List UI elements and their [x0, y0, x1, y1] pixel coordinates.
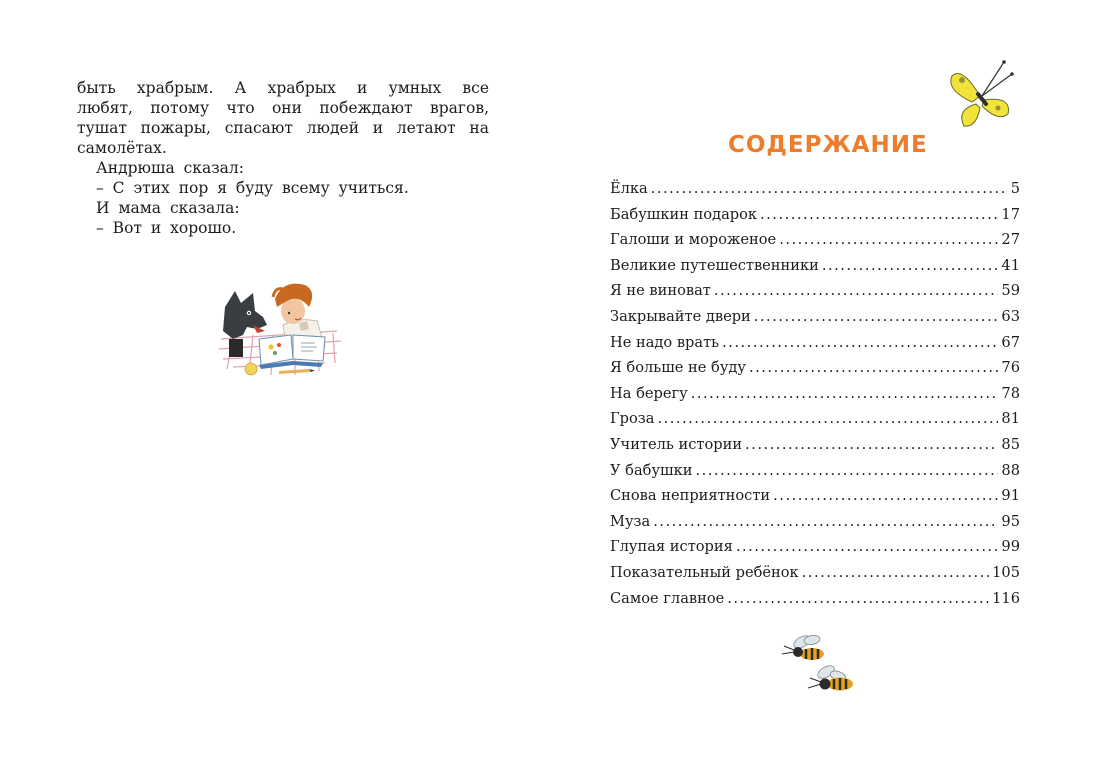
toc-entry[interactable] [610, 253, 1020, 279]
toc-leader-dots [695, 458, 998, 484]
toc-leader-dots [802, 560, 989, 586]
toc-entry[interactable] [610, 483, 1020, 509]
toc-entry[interactable] [610, 304, 1020, 330]
toc-entry-title: Самое главное [610, 589, 725, 607]
toc-leader-dots [727, 586, 989, 612]
butterfly-icon [942, 56, 1022, 136]
toc-entry-page: 116 [992, 589, 1020, 607]
toc-entry-page: 17 [1001, 205, 1020, 223]
toc-entry[interactable] [610, 432, 1020, 458]
toc-entry-page: 99 [1001, 538, 1020, 556]
toc-entry-title: Я не виноват [610, 282, 711, 300]
toc-entry-title: Не надо врать [610, 333, 720, 351]
toc-leader-dots [691, 381, 999, 407]
toc-entry-title: Снова неприятности [610, 487, 771, 505]
toc-entry-page: 5 [1010, 180, 1020, 197]
left-page [0, 0, 549, 783]
toc-leader-dots [745, 432, 998, 458]
story-text [77, 78, 489, 238]
toc-entry[interactable] [610, 330, 1020, 356]
toc-entry-title: У бабушки [610, 461, 693, 479]
toc-entry-title: Великие путешественники [610, 256, 819, 274]
toc-entry-title: Показательный ребёнок [610, 563, 799, 581]
toc-entry-page: 78 [1001, 384, 1020, 402]
story-line: – Вот и хорошо. [96, 219, 237, 237]
story-line: Андрюша сказал: [96, 159, 244, 177]
toc-entry-title: Галоши и мороженое [610, 231, 777, 249]
toc-title: СОДЕРЖАНИЕ [728, 132, 928, 158]
toc-entry-title: На берегу [610, 384, 688, 402]
story-line: быть храбрым. А храбрых и умных все [77, 79, 489, 97]
toc-entry-title: Ёлка [610, 180, 648, 197]
toc-entry-page: 76 [1001, 359, 1020, 377]
toc-entry-title: Я больше не буду [610, 359, 747, 377]
toc-leader-dots [749, 355, 998, 381]
bee-icon [778, 630, 862, 706]
toc-entry[interactable] [610, 509, 1020, 535]
story-line: самолётах. [77, 139, 167, 157]
toc-entry[interactable] [610, 278, 1020, 304]
story-line: тушат пожары, спасают людей и летают на [77, 119, 489, 137]
toc-leader-dots [754, 304, 999, 330]
toc-entry-title: Закрывайте двери [610, 307, 751, 325]
toc-entry[interactable] [610, 381, 1020, 407]
toc-entry-title: Бабушкин подарок [610, 205, 758, 223]
story-line: И мама сказала: [96, 199, 240, 217]
toc-entry-page: 41 [1001, 256, 1020, 274]
toc-entry-page: 63 [1001, 307, 1020, 325]
toc-entry[interactable] [610, 586, 1020, 612]
toc-entry-page: 88 [1001, 461, 1020, 479]
toc-entry-page: 85 [1001, 435, 1020, 453]
toc-entry[interactable] [610, 406, 1020, 432]
toc-entry-page: 27 [1001, 231, 1020, 249]
toc-entry-title: Муза [610, 512, 651, 530]
table-of-contents [610, 176, 1020, 611]
story-line: – С этих пор я буду всему учиться. [96, 179, 409, 197]
toc-entry[interactable] [610, 227, 1020, 253]
toc-leader-dots [651, 176, 1008, 202]
toc-entry-page: 81 [1001, 410, 1020, 428]
toc-entry[interactable] [610, 176, 1020, 202]
toc-entry-page: 67 [1001, 333, 1020, 351]
toc-leader-dots [722, 330, 998, 356]
toc-entry[interactable] [610, 560, 1020, 586]
toc-leader-dots [760, 202, 998, 228]
right-page [549, 0, 1099, 783]
toc-entry-title: Учитель истории [610, 435, 743, 453]
boy-with-dog-illustration [213, 277, 343, 379]
toc-entry-page: 91 [1001, 487, 1020, 505]
toc-entry[interactable] [610, 534, 1020, 560]
toc-leader-dots [714, 278, 999, 304]
story-line: любят, потому что они побеждают врагов, [77, 99, 489, 117]
toc-leader-dots [736, 534, 999, 560]
toc-entry-page: 59 [1001, 282, 1020, 300]
toc-leader-dots [779, 227, 998, 253]
toc-leader-dots [773, 483, 998, 509]
toc-leader-dots [657, 406, 998, 432]
toc-entry-page: 95 [1001, 512, 1020, 530]
toc-entry[interactable] [610, 355, 1020, 381]
toc-leader-dots [822, 253, 999, 279]
toc-entry[interactable] [610, 202, 1020, 228]
toc-entry-title: Глупая история [610, 538, 733, 556]
toc-leader-dots [653, 509, 998, 535]
toc-entry-page: 105 [992, 563, 1020, 581]
toc-entry[interactable] [610, 458, 1020, 484]
toc-entry-title: Гроза [610, 410, 655, 428]
